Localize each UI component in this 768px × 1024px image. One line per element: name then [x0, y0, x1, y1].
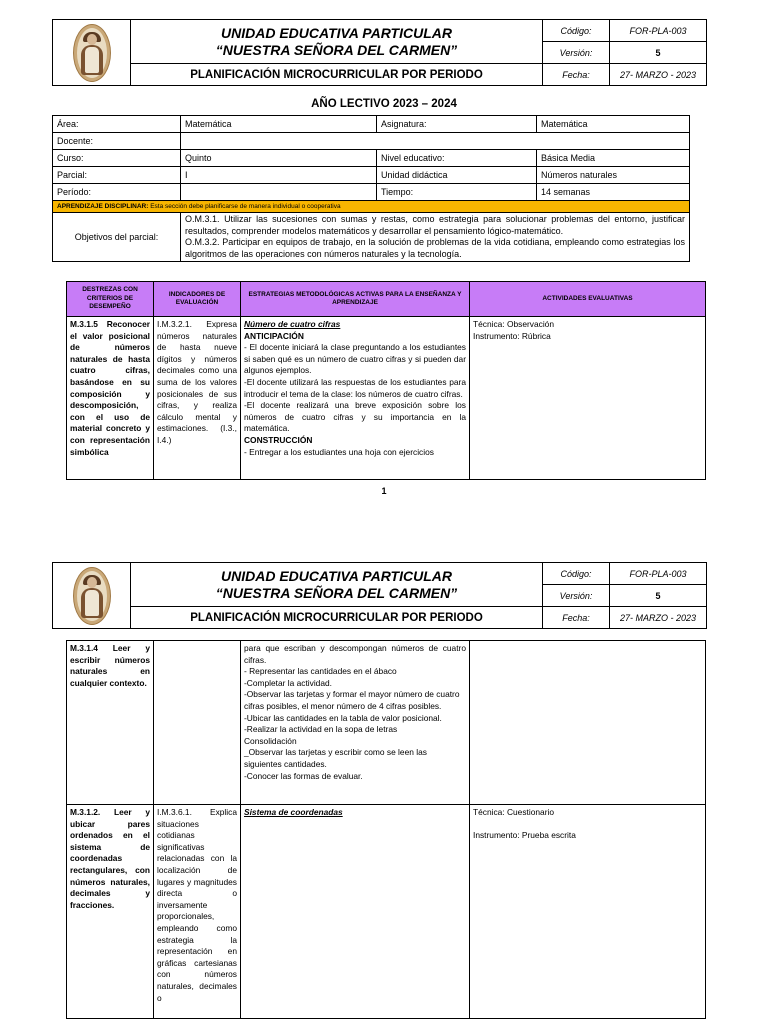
indicador-cell: I.M.3.6.1. Explica situaciones cotidianas significativas relacionadas con la localización de lugares y magnitudes directa o inversamente proporcionales, empleando como estrategia la representación en gráficas cartesianas con números naturales, decimales o: [154, 805, 241, 1019]
unidad-label: Unidad didáctica: [377, 167, 537, 184]
fecha-value: 27- MARZO - 2023: [610, 607, 707, 629]
strategy-line: -Observar las tarjetas y formar el mayor número de cuatro cifras posibles, el menor número de 4 cifras posibles.: [244, 689, 460, 711]
section-title: Número de cuatro cifras: [244, 319, 341, 329]
tiempo-label: Tiempo:: [377, 184, 537, 201]
instrumento-text: Instrumento: Rúbrica: [473, 330, 551, 341]
parcial-label: Parcial:: [53, 167, 181, 184]
asignatura-value: Matemática: [537, 116, 690, 133]
version-label: Versión:: [543, 42, 610, 64]
asignatura-label: Asignatura:: [377, 116, 537, 133]
school-line-1: UNIDAD EDUCATIVA PARTICULAR: [221, 567, 452, 584]
school-line-2: “NUESTRA SEÑORA DEL CARMEN”: [215, 584, 458, 601]
destreza-cell: M.3.1.2. Leer y ubicar pares ordenados en el sistema de coordenadas rectangulares, con números naturales, decimales y fracciones.: [67, 805, 154, 1019]
docente-label: Docente:: [53, 133, 181, 150]
parcial-value: I: [181, 167, 377, 184]
document-header: [52, 19, 707, 86]
unidad-value: Números naturales: [537, 167, 690, 184]
aprendizaje-text: Esta sección debe planificarse de manera individual o cooperativa: [150, 203, 341, 210]
school-line-2: “NUESTRA SEÑORA DEL CARMEN”: [215, 41, 458, 58]
strategy-line: - Entregar a los estudiantes una hoja con ejercicios: [244, 446, 434, 457]
objetivo-2: O.M.3.2. Participar en equipos de trabajo, en la solución de problemas de la vida cotidiana, empleando como estrategias los algoritmos de las operaciones con números naturales y la tecnología.: [185, 237, 685, 259]
document-header-page-2: [52, 562, 707, 629]
strategy-line: -Conocer las formas de evaluar.: [244, 770, 363, 781]
objetivos-label: Objetivos del parcial:: [53, 213, 181, 262]
strategy-line: -Completar la actividad.: [244, 677, 332, 688]
info-table: [52, 115, 690, 262]
tiempo-value: 14 semanas: [537, 184, 690, 201]
actividades-cell: [470, 641, 706, 805]
logo-cell: [53, 20, 131, 86]
indicador-cell: I.M.3.2.1. Expresa números naturales de hasta nueve dígitos y números decimales como una suma de los valores posicionales de sus cifras, y realiza cálculo mental y estimaciones. (I.3., I.4.): [154, 317, 241, 480]
planning-table-page-2: [66, 640, 706, 1019]
document-subtitle: PLANIFICACIÓN MICROCURRICULAR POR PERIODO: [131, 64, 543, 86]
estrategias-cell: [241, 317, 470, 480]
tecnica-text: Técnica: Observación: [473, 319, 554, 329]
consolidacion-heading: Consolidación: [244, 735, 297, 746]
col-destrezas-header: DESTREZAS CON CRITERIOS DE DESEMPEÑO: [67, 282, 154, 317]
page-number: 1: [381, 486, 387, 496]
codigo-label: Código:: [543, 20, 610, 42]
document-subtitle: PLANIFICACIÓN MICROCURRICULAR POR PERIODO: [131, 607, 543, 629]
school-name: [131, 563, 543, 607]
strategy-line: -Ubicar las cantidades en la tabla de valor posicional.: [244, 712, 442, 723]
periodo-label: Período:: [53, 184, 181, 201]
curso-label: Curso:: [53, 150, 181, 167]
area-value: Matemática: [181, 116, 377, 133]
fecha-label: Fecha:: [543, 64, 610, 86]
school-line-1: UNIDAD EDUCATIVA PARTICULAR: [221, 24, 452, 41]
nivel-label: Nivel educativo:: [377, 150, 537, 167]
strategy-line: -El docente realizará una breve exposición sobre los números de cuatro cifras y su importancia en la matemática.: [244, 400, 466, 434]
aprendizaje-label: APRENDIZAJE DISCIPLINAR:: [57, 203, 149, 210]
destreza-cell: M.3.1.5 Reconocer el valor posicional de números naturales de hasta cuatro cifras, basándose en su composición y descomposición, con el uso de material concreto y con representación simbólica: [67, 317, 154, 480]
codigo-value: FOR-PLA-003: [610, 20, 707, 42]
estrategias-cell: [241, 641, 470, 805]
aprendizaje-disciplinar-bar: [53, 201, 690, 213]
version-value: 5: [610, 42, 707, 64]
logo-cell: [53, 563, 131, 629]
instrumento-text: Instrumento: Prueba escrita: [473, 829, 576, 840]
tecnica-text: Técnica: Cuestionario: [473, 807, 554, 817]
section-title: Sistema de coordenadas: [244, 807, 343, 817]
version-label: Versión:: [543, 585, 610, 607]
area-label: Área:: [53, 116, 181, 133]
docente-value: [181, 133, 690, 150]
version-value: 5: [610, 585, 707, 607]
fecha-label: Fecha:: [543, 607, 610, 629]
strategy-line: -Realizar la actividad en la sopa de letras: [244, 724, 398, 735]
codigo-value: FOR-PLA-003: [610, 563, 707, 585]
objetivo-1: O.M.3.1. Utilizar las sucesiones con sumas y restas, como estrategia para solucionar problemas del entorno, justificar resultados, comprender modelos matemáticos y desarrollar el pensamiento lógico-matemático.: [185, 214, 685, 236]
planning-table-page-1: [66, 281, 706, 480]
estrategias-cell: [241, 805, 470, 1019]
fecha-value: 27- MARZO - 2023: [610, 64, 707, 86]
strategy-line: -El docente utilizará las respuestas de los estudiantes para introducir el tema de la clase: los números de cuatro cifras.: [244, 376, 466, 399]
actividades-cell: [470, 317, 706, 480]
strategy-line: - El docente iniciará la clase preguntando a los estudiantes si saben qué es un número de cuatro cifras y si pueden dar algunos ejemplos.: [244, 342, 466, 376]
actividades-cell: [470, 805, 706, 1019]
codigo-label: Código:: [543, 563, 610, 585]
col-indicadores-header: INDICADORES DE EVALUACIÓN: [154, 282, 241, 317]
school-name: [131, 20, 543, 64]
strategy-line: - Representar las cantidades en el ábaco: [244, 666, 397, 677]
construccion-heading: CONSTRUCCIÓN: [244, 434, 313, 445]
periodo-value: [181, 184, 377, 201]
strategy-line: _Observar las tarjetas y escribir como se leen las siguientes cantidades.: [244, 747, 427, 769]
col-estrategias-header: ESTRATEGIAS METODOLÓGICAS ACTIVAS PARA LA ENSEÑANZA Y APRENDIZAJE: [241, 282, 470, 317]
saint-portrait-logo-icon: [73, 24, 111, 82]
anticipacion-heading: ANTICIPACIÓN: [244, 330, 304, 341]
saint-portrait-logo-icon: [73, 567, 111, 625]
objetivos-text: [181, 213, 690, 262]
nivel-value: Básica Media: [537, 150, 690, 167]
destreza-cell: M.3.1.4 Leer y escribir números naturales en cualquier contexto.: [67, 641, 154, 805]
curso-value: Quinto: [181, 150, 377, 167]
strategy-line: para que escriban y descompongan números de cuatro cifras.: [244, 643, 466, 665]
school-year: AÑO LECTIVO 2023 – 2024: [311, 98, 457, 110]
col-actividades-header: ACTIVIDADES EVALUATIVAS: [470, 282, 706, 317]
indicador-cell: [154, 641, 241, 805]
